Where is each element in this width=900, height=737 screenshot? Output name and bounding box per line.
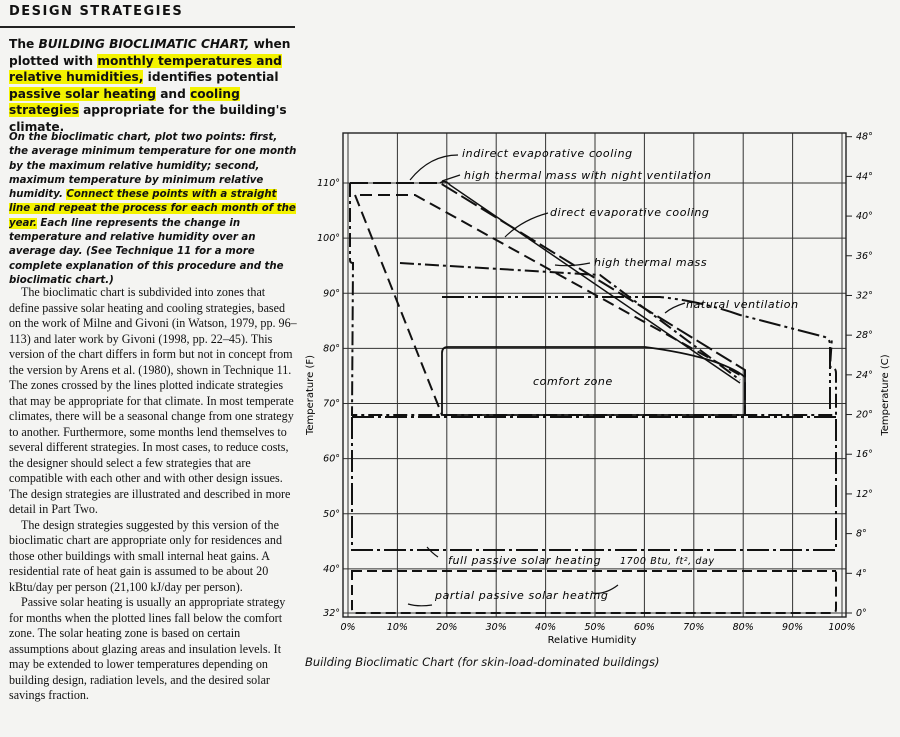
- label-high-thermal-mass: high thermal mass: [594, 256, 708, 269]
- body-paragraph: The design strategies suggested by this version of the bioclimatic chart are appropriate only for residences and those other buildings with small internal heat gains. A residential rate of heat gain is assumed to be about 20 kBtu/day per person (21,100 kJ/day per person).: [9, 517, 282, 594]
- y-tick-label: 110°: [317, 178, 340, 189]
- x-tick-label: 50%: [584, 622, 606, 633]
- section-title: DESIGN STRATEGIES: [9, 4, 184, 19]
- bioclimatic-chart: [300, 125, 900, 685]
- label-indirect-evap: indirect evaporative cooling: [462, 147, 633, 160]
- zone-night-vent: [400, 263, 740, 380]
- label-full-solar: full passive solar heating: [448, 554, 602, 567]
- x-tick-label: 0%: [340, 622, 356, 633]
- highlight-cooling: cooling strategies: [9, 86, 240, 117]
- y-tick-label: 80°: [323, 343, 340, 355]
- y-tick-labels-left: [317, 178, 340, 619]
- instructions-paragraph: On the bioclimatic chart, plot two points: first, the average minimum temperature for one month by the maximum relative humidity; second, maximum temperature by minimum relative humidity. Connect these points with a straight line and repeat the process for each month of the year. Each line represents the change in temperature and relative humidity over an average day. (See Technique 11 for a more complete explanation of this procedure and the bioclimatic chart.): [9, 132, 297, 286]
- highlight-connect: Connect these points with a straight line and repeat the process for each month of the year.: [9, 189, 296, 229]
- label-comfort-zone: comfort zone: [533, 375, 613, 388]
- label-partial-solar: partial passive solar heating: [435, 589, 609, 602]
- y-tick-label-right: 16°: [856, 449, 873, 461]
- y-tick-label-right: 48°: [856, 131, 873, 143]
- body-text: [9, 285, 297, 704]
- y-tick-label: 50°: [323, 508, 340, 520]
- x-tick-label: 40%: [535, 622, 557, 633]
- section-header: [0, 0, 295, 28]
- label-full-solar-note: 1700 Btu, ft², day: [620, 556, 715, 567]
- y-tick-label: 100°: [317, 233, 340, 245]
- x-tick-label: 90%: [782, 622, 804, 633]
- y-axis-label-right: Temperature (C): [880, 354, 891, 436]
- chart-svg: [300, 125, 900, 655]
- body-paragraph: Passive solar heating is usually an appropriate strategy for months when the plotted lines fall below the comfort zone. The solar heating zone is based on certain assumptions about glazing areas and insulation levels. It may be extended to lower temperatures depending on building design, radiation levels, and the desired solar savings fraction.: [9, 595, 286, 702]
- y-tick-label-right: 8°: [856, 528, 867, 540]
- y-tick-label-right: 24°: [856, 369, 873, 381]
- y-tick-label-right: 0°: [856, 608, 867, 619]
- body-paragraph: The bioclimatic chart is subdivided into zones that define passive solar heating and cooling strategies, based on the work of Milne and Givoni (in Watson, 1979, pp. 96–113) and later work by Givoni (1998, pp. 22–45). This version of the chart differs in form but not in concept from the version by Arens et al. (1980), shown in Technique 11. The zones crossed by the lines plotted indicate strategies that may be appropriate for that climate. In most temperate climates, there will be a seasonal change from one strategy to another. Furthermore, some months lend themselves to several different strategies. In most cases, to reduce costs, the designer should select a few strategies that are compatible with each other and with other design issues. The design strategies are illustrated and described in more detail in Part Two.: [9, 285, 297, 516]
- y-tick-label: 70°: [323, 398, 340, 410]
- y-tick-label-right: 32°: [856, 290, 873, 302]
- x-tick-label: 60%: [633, 622, 655, 633]
- label-natural-ventilation: natural ventilation: [686, 298, 799, 311]
- x-tick-label: 70%: [683, 622, 705, 633]
- y-tick-label-right: 40°: [856, 211, 873, 223]
- y-tick-label: 60°: [323, 453, 340, 465]
- zone-natural-ventilation: [442, 297, 830, 410]
- x-tick-label: 20%: [436, 622, 458, 633]
- zone-full-solar: [352, 417, 836, 550]
- y-tick-label-right: 36°: [856, 250, 873, 262]
- y-axis-label-left: Temperature (F): [305, 354, 316, 436]
- x-tick-label: 80%: [732, 622, 754, 633]
- x-tick-label: 30%: [485, 622, 507, 633]
- x-tick-label: 100%: [828, 622, 856, 633]
- label-night-vent: high thermal mass with night ventilation: [464, 169, 712, 182]
- y-tick-label: 40°: [323, 563, 340, 575]
- y-tick-label-right: 4°: [856, 568, 867, 580]
- y-tick-labels-right: [846, 132, 873, 619]
- x-axis-label: Relative Humidity: [547, 635, 637, 646]
- y-tick-label-right: 28°: [856, 330, 873, 342]
- x-tick-labels: [340, 622, 855, 633]
- y-tick-label: 32°: [323, 608, 340, 619]
- y-tick-label-right: 20°: [856, 409, 873, 421]
- y-tick-label-right: 12°: [856, 488, 873, 500]
- lead-paragraph: The BUILDING BIOCLIMATIC CHART, when plotted with monthly temperatures and relative humidities, identifies potential passive solar heating and cooling strategies appropriate for the building's climate.: [9, 37, 291, 134]
- label-direct-evap: direct evaporative cooling: [550, 206, 710, 219]
- y-tick-label: 90°: [323, 288, 340, 300]
- chart-caption: Building Bioclimatic Chart (for skin-load-dominated buildings): [305, 655, 660, 669]
- highlight-solar: passive solar heating: [9, 86, 156, 101]
- zone-labels: [434, 147, 799, 602]
- highlight-monthly: monthly temperatures and relative humidities,: [9, 53, 282, 84]
- y-tick-label-right: 44°: [856, 171, 873, 183]
- x-tick-label: 10%: [386, 622, 408, 633]
